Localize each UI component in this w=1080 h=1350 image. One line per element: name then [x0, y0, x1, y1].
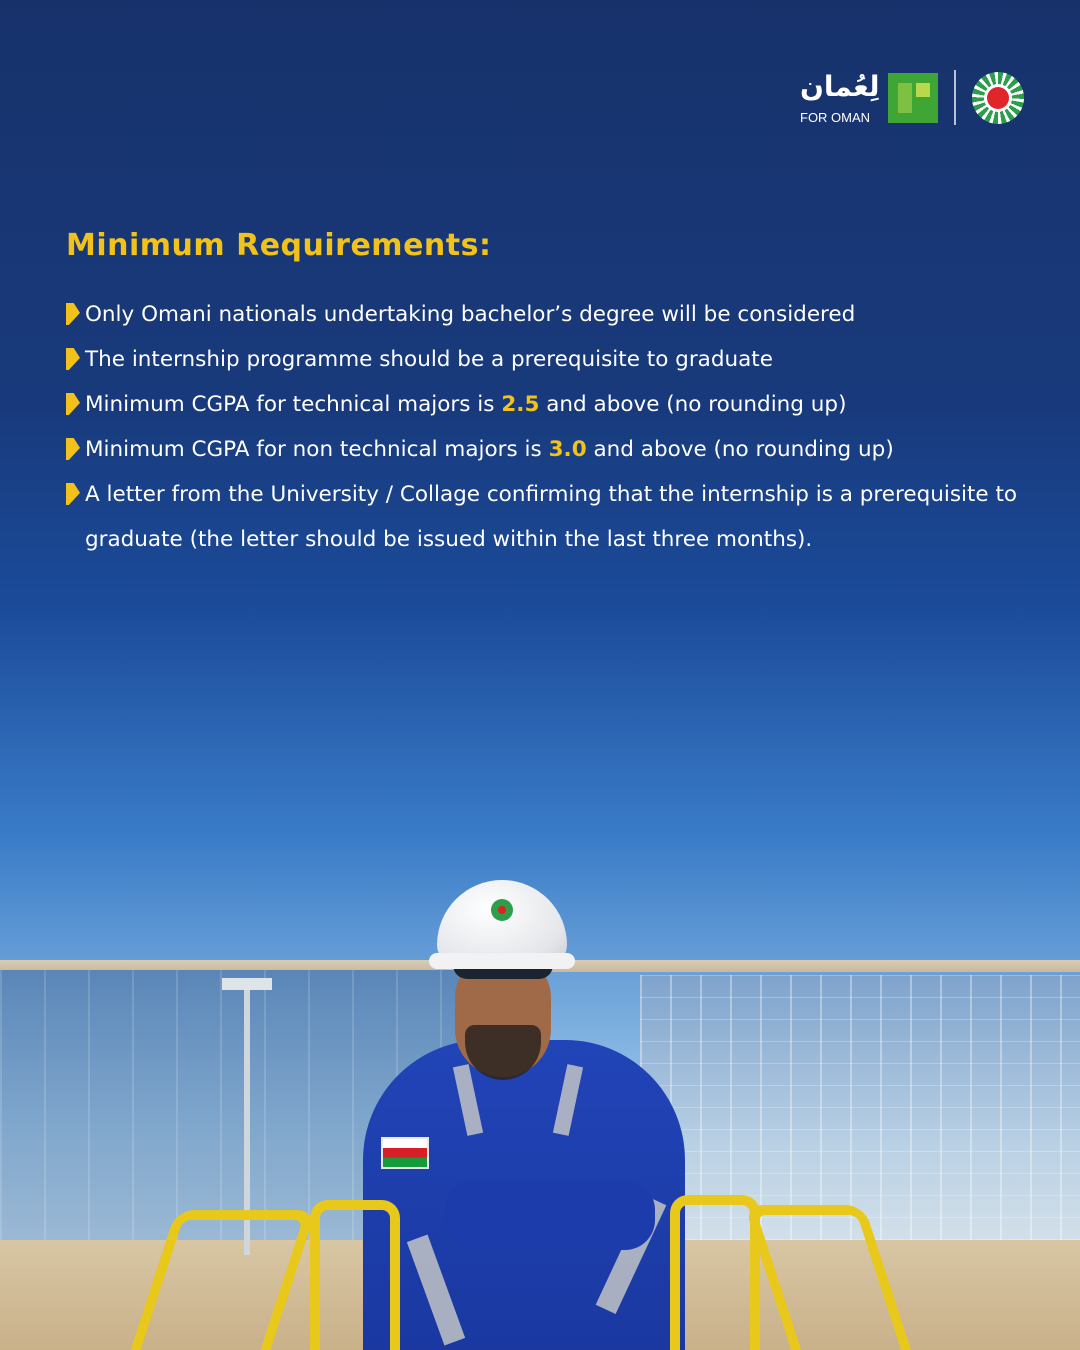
- bullet-icon: [66, 393, 80, 415]
- requirement-item: [66, 382, 1046, 427]
- requirement-text: A letter from the University / Collage confirming that the internship is a prerequisite to graduate (the letter should be issued within the last three months).: [85, 482, 1018, 552]
- bullet-icon: [66, 438, 80, 460]
- requirement-item: [66, 337, 1046, 382]
- requirement-text: and above (no rounding up): [539, 392, 847, 417]
- lamp-head: [222, 978, 272, 990]
- requirement-text: and above (no rounding up): [586, 437, 894, 462]
- logo-arabic-text: لِعُمان: [800, 70, 880, 103]
- yellow-railing: [310, 1200, 400, 1350]
- requirement-text: The internship programme should be a prerequisite to graduate: [85, 347, 773, 372]
- requirement-text: Only Omani nationals undertaking bachelor’s degree will be considered: [85, 302, 856, 327]
- cgpa-value: 2.5: [501, 392, 540, 417]
- company-emblem-icon: [972, 72, 1024, 124]
- requirement-item: [66, 472, 1046, 562]
- yellow-railing: [670, 1195, 760, 1350]
- logo-english-text: FOR OMAN: [800, 110, 871, 125]
- requirement-item: [66, 427, 1046, 472]
- requirement-text: Minimum CGPA for non technical majors is: [85, 437, 549, 462]
- oman-flag-patch-icon: [381, 1137, 429, 1169]
- bullet-icon: [66, 483, 80, 505]
- helmet-emblem-icon: [491, 899, 513, 921]
- requirements-list: [66, 292, 1046, 562]
- hard-hat-brim: [429, 953, 575, 969]
- cgpa-value: 3.0: [548, 437, 587, 462]
- requirement-item: [66, 292, 1046, 337]
- requirements-heading: Minimum Requirements:: [66, 228, 492, 263]
- requirement-text: Minimum CGPA for technical majors is: [85, 392, 502, 417]
- bullet-icon: [66, 348, 80, 370]
- engineer-figure: [355, 875, 695, 1350]
- logo-divider: [954, 70, 956, 125]
- brand-logo: [800, 70, 1040, 130]
- crossed-arms: [445, 1180, 655, 1250]
- for-oman-mark-icon: [888, 73, 938, 123]
- bullet-icon: [66, 303, 80, 325]
